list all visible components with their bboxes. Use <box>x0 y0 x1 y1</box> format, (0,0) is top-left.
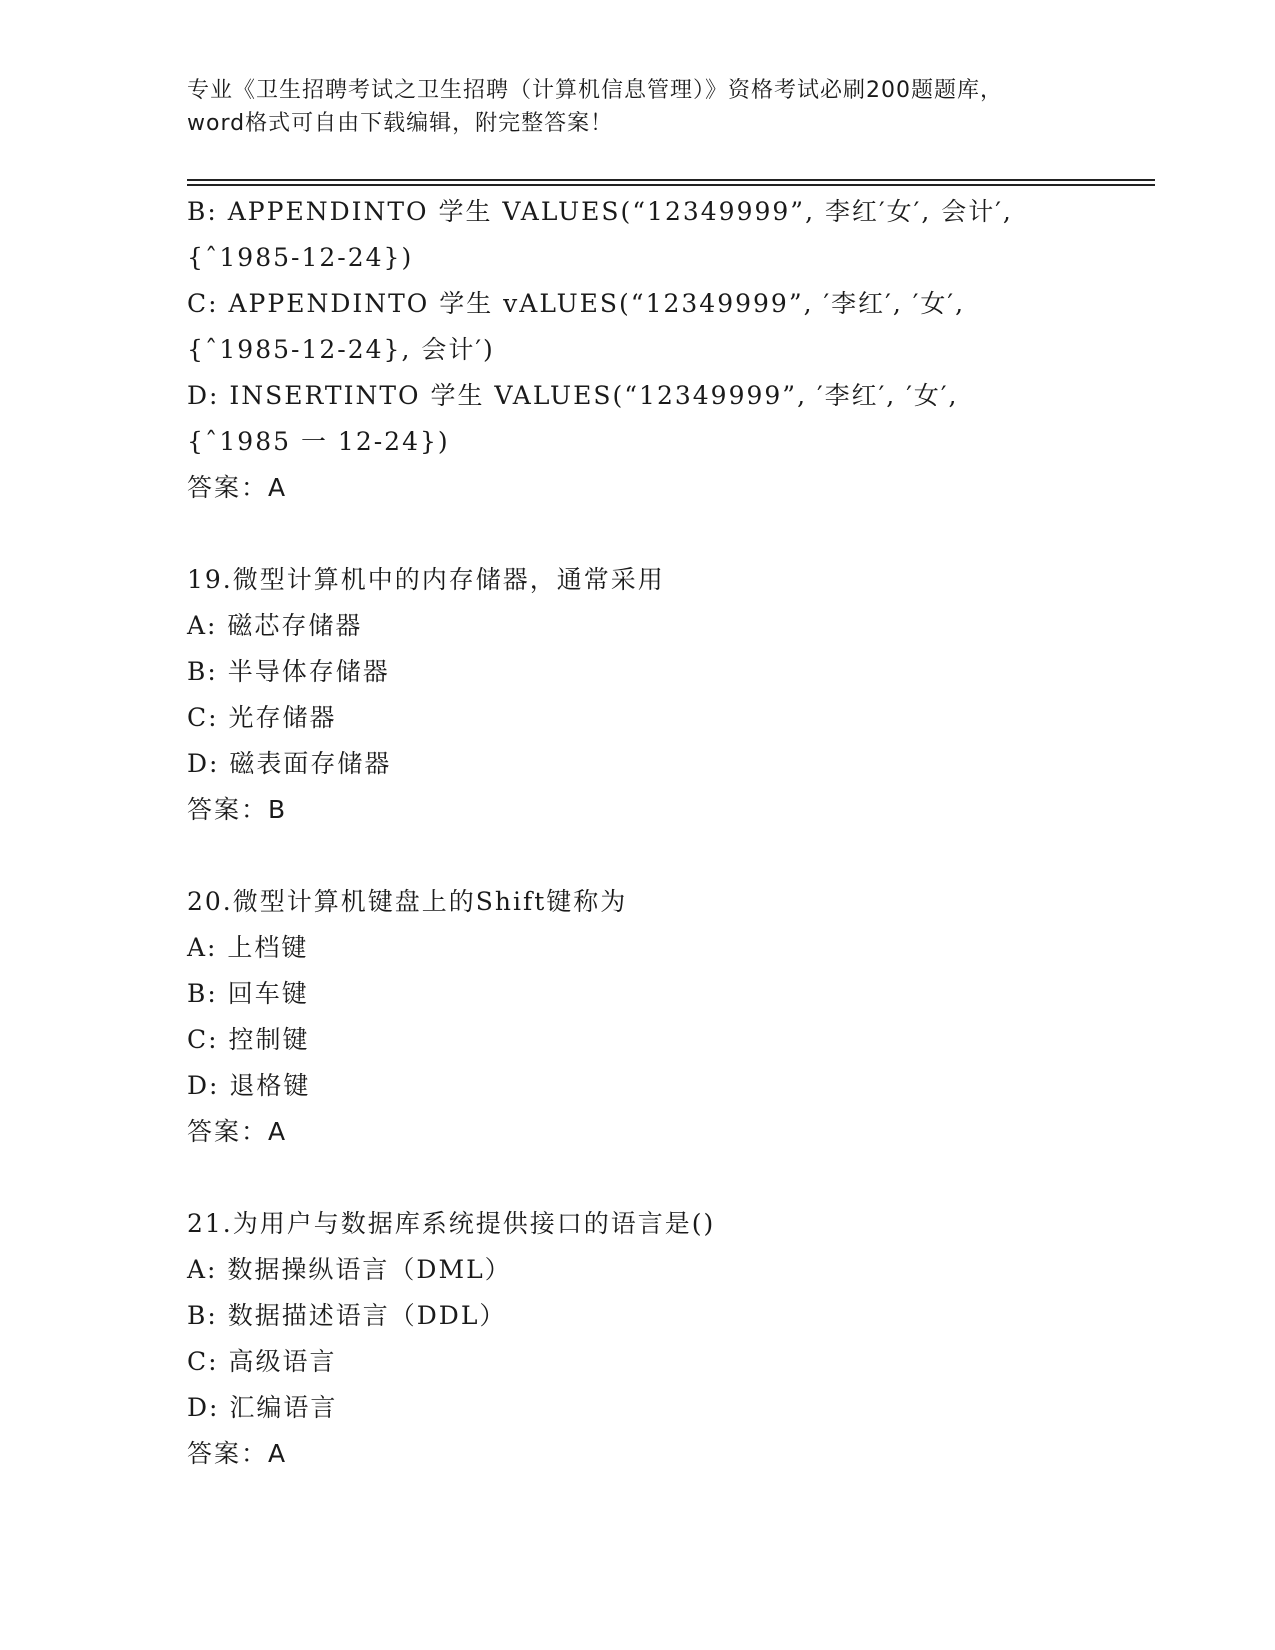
option-line: C: APPENDINTO 学生 vALUES(“12349999”, ′李红′, ′女′, <box>187 289 966 318</box>
question-title: 19.微型计算机中的内存储器，通常采用 <box>187 565 665 594</box>
option-line: {ˆ1985-12-24}) <box>187 243 414 272</box>
question-title: 20.微型计算机键盘上的Shift键称为 <box>187 887 628 916</box>
option-b: B: 回车键 <box>187 979 309 1008</box>
option-line: B: APPENDINTO 学生 VALUES(“12349999”, 李红′女′, 会计′, <box>187 197 1013 226</box>
option-c: C: 光存储器 <box>187 703 337 732</box>
option-a: A: 磁芯存储器 <box>187 611 363 640</box>
header-line-1: 专业《卫生招聘考试之卫生招聘（计算机信息管理）》资格考试必刷200题题库， <box>187 78 1003 103</box>
option-a: A: 上档键 <box>187 933 309 962</box>
option-c: C: 控制键 <box>187 1025 310 1054</box>
spacer <box>187 833 1147 879</box>
header-divider-top <box>187 179 1155 181</box>
option-b: B: 数据描述语言（DDL） <box>187 1301 507 1330</box>
option-c: C: 高级语言 <box>187 1347 337 1376</box>
question-21 <box>187 1201 1147 1477</box>
option-d: D: 退格键 <box>187 1071 311 1100</box>
question-title: 21.为用户与数据库系统提供接口的语言是() <box>187 1209 716 1238</box>
header-line-2: word格式可自由下载编辑，附完整答案！ <box>187 111 614 136</box>
option-line: D: INSERTINTO 学生 VALUES(“12349999”, ′李红′, ′女′, <box>187 381 959 410</box>
answer-line: 答案：A <box>187 473 288 502</box>
spacer <box>187 1155 1147 1201</box>
document-header <box>187 74 1147 140</box>
header-divider-bottom <box>187 184 1155 186</box>
answer-line: 答案：A <box>187 1439 288 1468</box>
option-line: {ˆ1985 一 12-24}) <box>187 427 450 456</box>
answer-line: 答案：A <box>187 1117 288 1146</box>
option-d: D: 磁表面存储器 <box>187 749 392 778</box>
question-18-continued <box>187 189 1147 511</box>
question-content <box>187 189 1147 1477</box>
option-a: A: 数据操纵语言（DML） <box>187 1255 512 1284</box>
option-b: B: 半导体存储器 <box>187 657 390 686</box>
question-19 <box>187 557 1147 833</box>
answer-line: 答案：B <box>187 795 288 824</box>
option-line: {ˆ1985-12-24}, 会计′) <box>187 335 495 364</box>
question-20 <box>187 879 1147 1155</box>
spacer <box>187 511 1147 557</box>
option-d: D: 汇编语言 <box>187 1393 338 1422</box>
